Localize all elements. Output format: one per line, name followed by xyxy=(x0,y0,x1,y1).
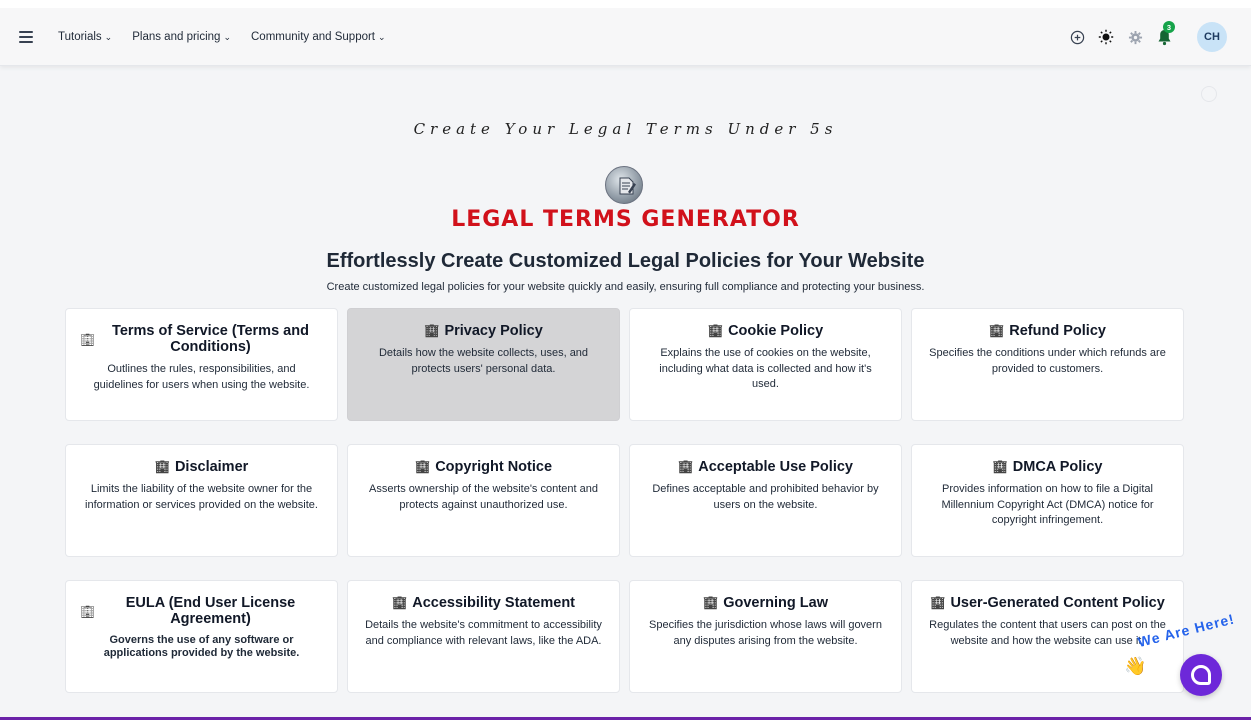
card-title: DMCA Policy xyxy=(1012,459,1103,475)
card-description: Specifies the conditions under which refunds are provided to customers. xyxy=(929,347,1166,375)
top-navbar xyxy=(0,8,1251,66)
card-refund-policy[interactable] xyxy=(911,308,1184,421)
card-description: Regulates the content that users can post on the website and how the website can use it. xyxy=(929,619,1166,647)
brand-title: LEGAL TERMS GENERATOR xyxy=(451,207,800,232)
header-actions xyxy=(1057,8,1227,66)
card-governing-law[interactable] xyxy=(629,580,902,693)
card-title: Cookie Policy xyxy=(728,323,824,339)
card-description: Explains the use of cookies on the website, including what data is collected and how it's used. xyxy=(659,347,872,390)
card-title: Disclaimer xyxy=(174,459,249,475)
card-cookie-policy[interactable] xyxy=(629,308,902,421)
nav-plans-label: Plans and pricing xyxy=(132,31,221,43)
card-description: Defines acceptable and prohibited behavior by users on the website. xyxy=(652,483,879,511)
building-icon: 🏢︎ xyxy=(414,460,431,474)
chat-greeting: We Are Here! xyxy=(1136,610,1237,650)
building-icon: 🏢︎ xyxy=(930,596,946,610)
chat-launcher-button[interactable] xyxy=(1180,654,1222,696)
card-disclaimer[interactable] xyxy=(65,444,338,557)
close-icon[interactable] xyxy=(1201,86,1217,102)
card-eula[interactable] xyxy=(65,580,338,693)
building-icon: 🏢︎ xyxy=(80,605,96,619)
gear-icon[interactable] xyxy=(1126,28,1144,46)
menu-icon[interactable] xyxy=(19,31,33,43)
nav-community-label: Community and Support xyxy=(251,31,376,43)
card-title: Terms of Service (Terms and Conditions) xyxy=(112,323,309,355)
card-copyright-notice[interactable] xyxy=(347,444,620,557)
card-title: User-Generated Content Policy xyxy=(950,595,1165,611)
page-headline: Effortlessly Create Customized Legal Policies for Your Website xyxy=(326,250,925,272)
building-icon: 🏢︎ xyxy=(703,596,719,610)
notification-bell-icon[interactable] xyxy=(1155,22,1173,46)
building-icon: 🏢︎ xyxy=(989,324,1005,338)
hero-tagline: Create Your Legal Terms Under 5s xyxy=(413,120,838,138)
card-title: Refund Policy xyxy=(1009,323,1106,339)
policy-grid xyxy=(65,308,1183,693)
card-title: Governing Law xyxy=(723,595,828,611)
chevron-down-icon: ⌄ xyxy=(223,31,231,42)
chevron-down-icon: ⌄ xyxy=(104,31,113,42)
building-icon: 🏢︎ xyxy=(992,460,1008,474)
chevron-down-icon: ⌄ xyxy=(378,31,386,42)
card-description: Specifies the jurisdiction whose laws will govern any disputes arising from the website. xyxy=(649,619,882,647)
card-description: Limits the liability of the website owner for the information or services provided on the website. xyxy=(85,483,318,511)
card-description: Asserts ownership of the website's content and protects against unauthorized use. xyxy=(369,483,598,511)
card-terms-of-service[interactable] xyxy=(65,308,338,421)
card-accessibility-statement[interactable] xyxy=(347,580,620,693)
brand-logo xyxy=(605,166,643,204)
card-description: Details the website's commitment to accessibility and compliance with relevant laws, like the ADA. xyxy=(365,619,602,647)
card-title: Privacy Policy xyxy=(444,323,543,339)
card-description: Provides information on how to file a Digital Millennium Copyright Act (DMCA) notice for copyright infringement. xyxy=(941,483,1154,526)
notification-badge: 3 xyxy=(1163,21,1175,33)
building-icon: 🏢︎ xyxy=(80,333,96,347)
card-title: Copyright Notice xyxy=(435,459,553,475)
card-description: Governs the use of any software or applications provided by the website. xyxy=(103,634,300,659)
card-acceptable-use-policy[interactable] xyxy=(629,444,902,557)
sun-icon[interactable] xyxy=(1097,28,1115,46)
building-icon: 🏢︎ xyxy=(154,460,170,474)
page-subheadline: Create customized legal policies for your website quickly and easily, ensuring full compliance and protecting your business. xyxy=(326,281,925,293)
nav-tutorials[interactable] xyxy=(58,31,112,43)
card-title: EULA (End User License Agreement) xyxy=(125,595,296,627)
app-frame xyxy=(0,8,1251,720)
nav-plans-pricing[interactable] xyxy=(132,31,231,43)
card-description: Details how the website collects, uses, and protects users' personal data. xyxy=(378,347,589,375)
card-title: Accessibility Statement xyxy=(412,595,576,611)
card-title: Acceptable Use Policy xyxy=(698,459,853,475)
card-description: Outlines the rules, responsibilities, and guidelines for users when using the website. xyxy=(93,363,310,391)
building-icon: 🏢︎ xyxy=(391,596,408,610)
building-icon: 🏢︎ xyxy=(707,324,724,338)
nav-tutorials-label: Tutorials xyxy=(58,31,102,43)
chat-bubble-icon xyxy=(1191,665,1211,685)
card-privacy-policy[interactable] xyxy=(347,308,620,421)
building-icon: 🏢︎ xyxy=(424,324,440,338)
nav-community-support[interactable] xyxy=(251,31,386,43)
add-circle-icon[interactable] xyxy=(1068,28,1086,46)
building-icon: 🏢︎ xyxy=(678,460,694,474)
main-nav xyxy=(58,8,406,66)
waving-hand-icon: 👋 xyxy=(1124,656,1147,676)
card-dmca-policy[interactable] xyxy=(911,444,1184,557)
avatar[interactable]: CH xyxy=(1197,22,1227,52)
